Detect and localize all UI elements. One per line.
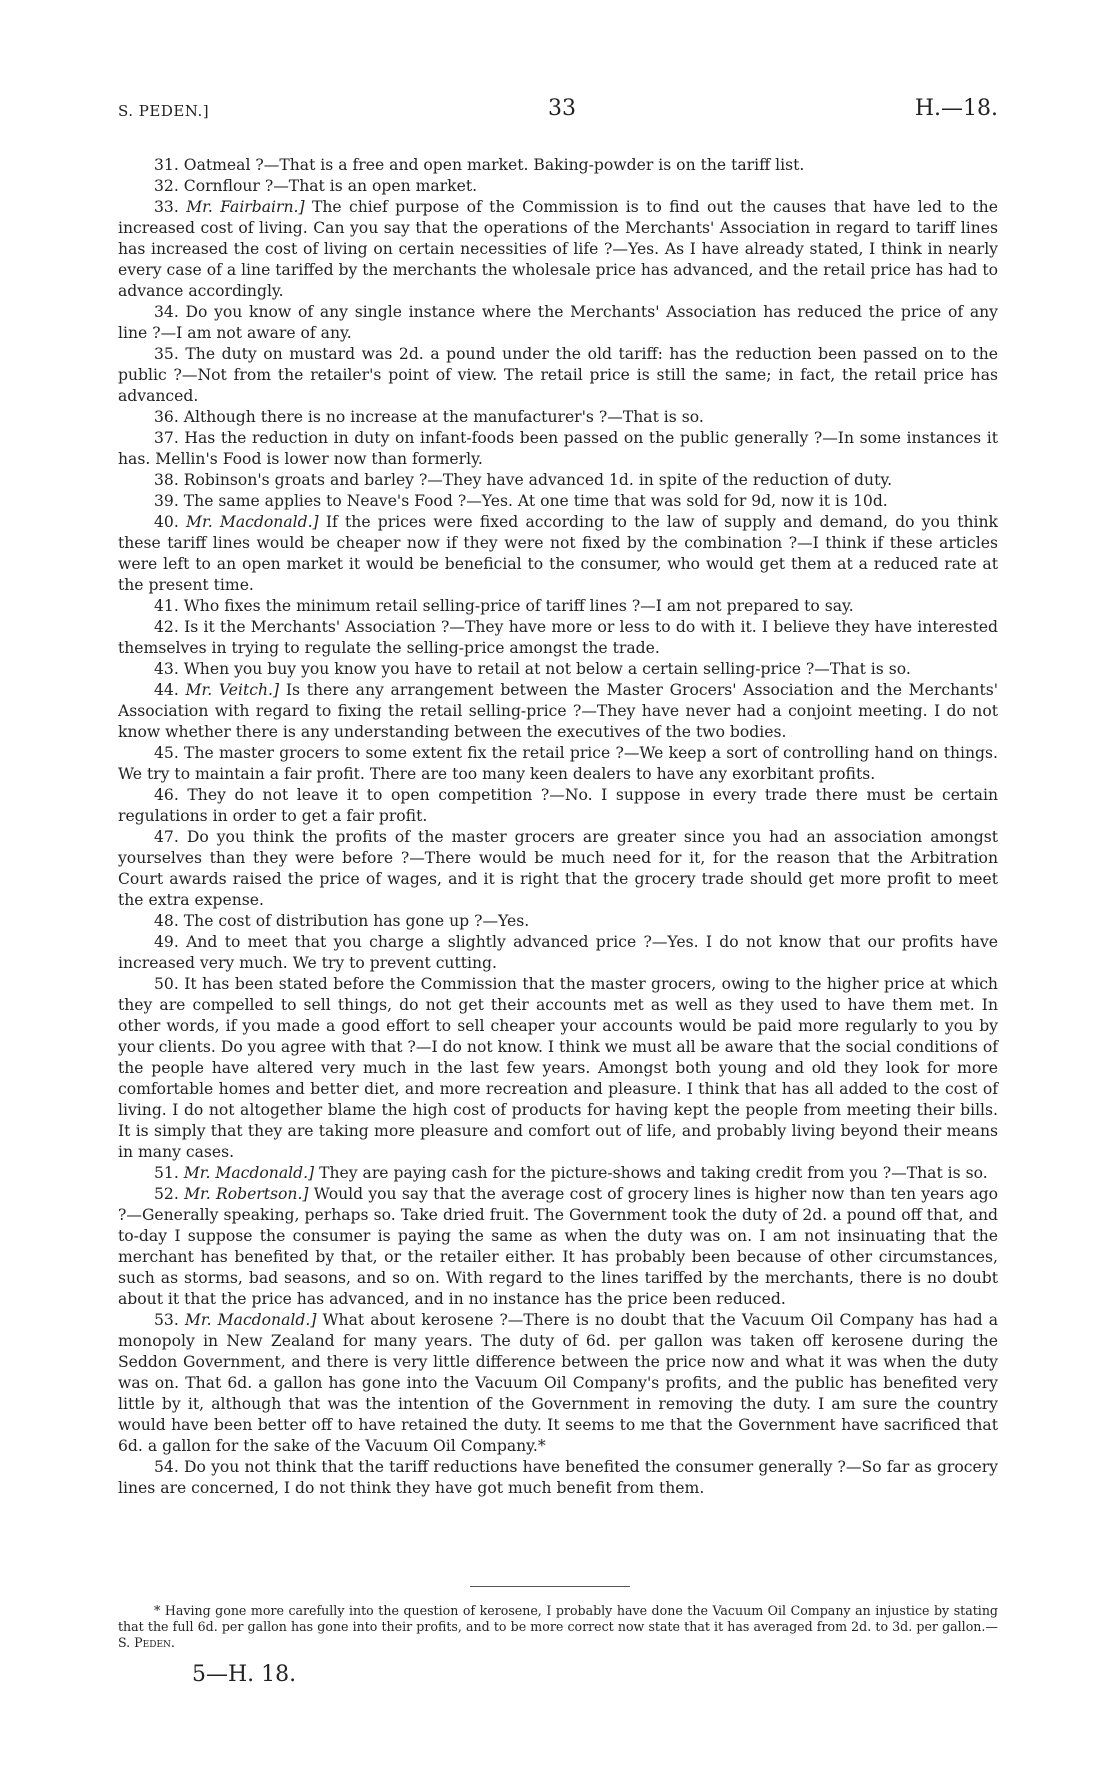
question-text: Is it the Merchants' Association ?—They have more or less to do with it. I believe they have interested themselves in trying to regulate the selling-price amongst the trade. <box>118 618 998 657</box>
question-number: 51. <box>154 1164 179 1182</box>
question-text: Although there is no increase at the manufacturer's ?—That is so. <box>183 408 704 426</box>
footnote-divider <box>470 1586 630 1587</box>
question-text: Has the reduction in duty on infant-foods been passed on the public generally ?—In some instances it has. Mellin's Food is lower now than formerly. <box>118 429 998 468</box>
question-paragraph <box>118 827 998 911</box>
question-text: If the prices were fixed according to the law of supply and demand, do you think these tariff lines would be cheaper now if they were not fixed by the combination ?—I think if these articles were left to an open market it would be beneficial to the consumer, who would get them at a reduced rate at the present time. <box>118 513 998 594</box>
question-number: 32. <box>154 177 179 195</box>
question-text: They do not leave it to open competition ?—No. I suppose in every trade there must be certain regulations in order to get a fair profit. <box>118 786 998 825</box>
footnote <box>118 1603 998 1651</box>
question-paragraph <box>118 932 998 974</box>
question-number: 42. <box>154 618 179 636</box>
question-number: 50. <box>154 975 179 993</box>
speaker-name: Mr. Macdonald.] <box>183 1164 315 1182</box>
question-text: The master grocers to some extent fix the retail price ?—We keep a sort of controlling hand on things. We try to maintain a fair profit. There are too many keen dealers to have any exorbitant profits. <box>118 744 998 783</box>
question-paragraph <box>118 1184 998 1310</box>
question-paragraph <box>118 470 998 491</box>
question-paragraph <box>118 785 998 827</box>
question-paragraph <box>118 491 998 512</box>
question-number: 47. <box>154 828 179 846</box>
question-number: 43. <box>154 660 179 678</box>
sheet-mark: 5—H. 18. <box>192 1662 297 1687</box>
question-paragraph <box>118 1457 998 1499</box>
question-paragraph <box>118 596 998 617</box>
question-text: And to meet that you charge a slightly advanced price ?—Yes. I do not know that our profits have increased very much. We try to prevent cutting. <box>118 933 998 972</box>
question-paragraph <box>118 197 998 302</box>
question-text: Do you know of any single instance where the Merchants' Association has reduced the price of any line ?—I am not aware of any. <box>118 303 998 342</box>
question-number: 45. <box>154 744 179 762</box>
question-text: The duty on mustard was 2d. a pound under the old tariff: has the reduction been passed on to the public ?—Not from the retailer's point of view. The retail price is still the same; in fact, the retail price has advanced. <box>118 345 998 405</box>
question-paragraph <box>118 680 998 743</box>
question-paragraph <box>118 302 998 344</box>
question-paragraph <box>118 407 998 428</box>
question-number: 34. <box>154 303 179 321</box>
question-number: 38. <box>154 471 179 489</box>
page-number: 33 <box>548 96 576 121</box>
question-number: 54. <box>154 1458 179 1476</box>
question-paragraph <box>118 1163 998 1184</box>
question-number: 46. <box>154 786 179 804</box>
witness-name: S. PEDEN.] <box>118 102 210 120</box>
question-paragraph <box>118 344 998 407</box>
question-text: What about kerosene ?—There is no doubt that the Vacuum Oil Company has had a monopoly in New Zealand for many years. The duty of 6d. per gallon was taken off kerosene during the Seddon Government, and there is very little difference between the price now and what it was when the duty was on. That 6d. a gallon has gone into the Vacuum Oil Company's profits, and the public has benefited very little by it, although that was the intention of the Government in removing the duty. I am sure the country would have been better off to have retained the duty. It seems to me that the Government have sacrificed that 6d. a gallon for the sake of the Vacuum Oil Company.* <box>118 1311 998 1455</box>
footnote-text: * Having gone more carefully into the question of kerosene, I probably have done the Vacuum Oil Company an injustice by stating that the full 6d. per gallon has gone into their profits, and to be more correct now state that it has averaged from 2d. to 3d. per gallon.— <box>118 1602 998 1634</box>
page-header <box>118 96 998 136</box>
question-number: 41. <box>154 597 179 615</box>
question-number: 48. <box>154 912 179 930</box>
question-paragraph <box>118 155 998 176</box>
question-text: Robinson's groats and barley ?—They have advanced 1d. in spite of the reduction of duty. <box>183 471 893 489</box>
question-text: The cost of distribution has gone up ?—Yes. <box>183 912 530 930</box>
question-text: The chief purpose of the Commission is to find out the causes that have led to the increased cost of living. Can you say that the operations of the Merchants' Association in regard to tariff lines has increased the cost of living on certain necessities of life ?—Yes. As I have already stated, I think in nearly every case of a line tariffed by the merchants the wholesale price has advanced, and the retail price has had to advance accordingly. <box>118 198 998 300</box>
question-paragraph <box>118 617 998 659</box>
question-paragraph <box>118 512 998 596</box>
question-text: Is there any arrangement between the Master Grocers' Association and the Merchants' Association with regard to fixing the retail selling-price ?—They have never had a conjoint meeting. I do not know whether there is any understanding between the executives of the two bodies. <box>118 681 999 741</box>
question-paragraph <box>118 974 998 1163</box>
question-paragraph <box>118 1310 998 1457</box>
question-number: 31. <box>154 156 179 174</box>
question-paragraph <box>118 659 998 680</box>
question-paragraph <box>118 428 998 470</box>
speaker-name: Mr. Macdonald.] <box>186 513 319 531</box>
speaker-name: Mr. Fairbairn.] <box>186 198 305 216</box>
question-text: Do you not think that the tariff reductions have benefited the consumer generally ?—So far as grocery lines are concerned, I do not think they have got much benefit from them. <box>118 1458 998 1497</box>
question-text: It has been stated before the Commission that the master grocers, owing to the higher price at which they are compelled to sell things, do not get their accounts met as well as they used to have them met. In other words, if you made a good effort to sell cheaper your accounts would be paid more regularly to you by your clients. Do you agree with that ?—I do not know. I think we must all be aware that the social conditions of the people have altered very much in the last few years. Amongst both young and old they look for more comfortable homes and better diet, and more recreation and pleasure. I think that has all added to the cost of living. I do not altogether blame the high cost of products for having kept the people from meeting their bills. It is simply that they are taking more pleasure and comfort out of life, and probably living beyond their means in many cases. <box>118 975 998 1161</box>
question-number: 53. <box>154 1311 179 1329</box>
question-number: 40. <box>154 513 179 531</box>
speaker-name: Mr. Macdonald.] <box>184 1311 317 1329</box>
speaker-name: Mr. Robertson.] <box>184 1185 309 1203</box>
question-number: 33. <box>154 198 179 216</box>
question-paragraph <box>118 176 998 197</box>
question-number: 49. <box>154 933 179 951</box>
question-text: Who fixes the minimum retail selling-price of tariff lines ?—I am not prepared to say. <box>183 597 854 615</box>
question-number: 35. <box>154 345 179 363</box>
question-number: 44. <box>154 681 179 699</box>
evidence-body <box>118 155 998 1499</box>
footnote-signature: S. Peden. <box>118 1634 175 1650</box>
question-number: 36. <box>154 408 179 426</box>
question-text: Do you think the profits of the master grocers are greater since you had an association amongst yourselves than they were before ?—There would be much need for it, for the reason that the Arbitration Court awards raised the price of wages, and it is right that the grocery trade should get more profit to meet the extra expense. <box>118 828 998 909</box>
question-text: They are paying cash for the picture-shows and taking credit from you ?—That is so. <box>319 1164 988 1182</box>
document-reference: H.—18. <box>914 96 998 121</box>
question-text: Cornflour ?—That is an open market. <box>183 177 478 195</box>
question-text: Oatmeal ?—That is a free and open market. Baking-powder is on the tariff list. <box>183 156 805 174</box>
question-number: 39. <box>154 492 179 510</box>
question-paragraph <box>118 911 998 932</box>
question-text: The same applies to Neave's Food ?—Yes. At one time that was sold for 9d, now it is 10d. <box>183 492 888 510</box>
question-paragraph <box>118 743 998 785</box>
question-text: When you buy you know you have to retail at not below a certain selling-price ?—That is so. <box>183 660 911 678</box>
question-number: 37. <box>154 429 179 447</box>
question-number: 52. <box>154 1185 179 1203</box>
speaker-name: Mr. Veitch.] <box>185 681 280 699</box>
question-text: Would you say that the average cost of grocery lines is higher now than ten years ago ?—Generally speaking, perhaps so. Take dried fruit. The Government took the duty of 2d. a pound off that, and to-day I suppose the consumer is paying the same as when the duty was on. I am not insinuating that the merchant has benefited by that, or the retailer either. It has probably been because of other circumstances, such as storms, bad seasons, and so on. With regard to the lines tariffed by the merchants, there is no doubt about it that the price has advanced, and in no instance has the price been reduced. <box>118 1185 998 1308</box>
